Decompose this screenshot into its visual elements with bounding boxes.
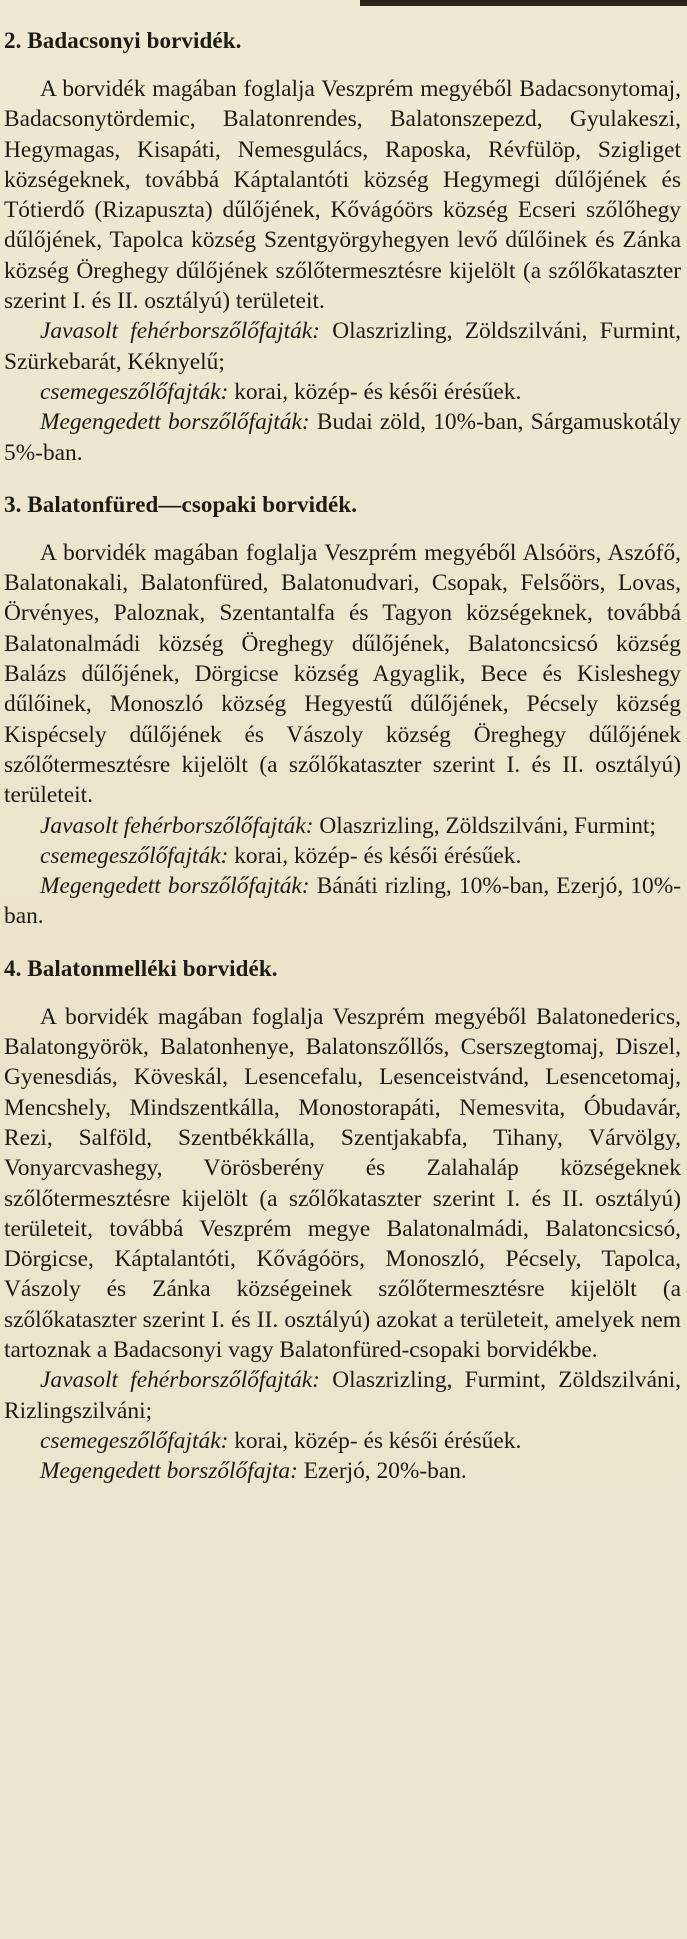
permitted-label: Megengedett borszőlőfajták: (40, 409, 310, 436)
section-heading: 2. Badacsonyi borvidék. (4, 28, 242, 53)
permitted-label: Megengedett borszőlőfajták: (40, 873, 310, 900)
permitted-varieties (4, 871, 681, 932)
permitted-text: Budai zöld, 10%-ban, Sárgamuskotály 5%-ban. (4, 409, 681, 466)
section-balatonmelleki (4, 954, 681, 1487)
table-grape-varieties (4, 841, 681, 871)
recommended-white-varieties (4, 1365, 681, 1426)
recommended-white-text: Olaszrizling, Zöldszilváni, Furmint, Szürkebarát, Kéknyelű; (4, 318, 681, 375)
section-badacsonyi (4, 26, 681, 468)
section-body: A borvidék magában foglalja Veszprém megyéből Balatonederics, Balatongyörök, Balatonhenye, Balatonszőllős, Cserszegtomaj, Diszel, Gyenesdiás, Köveskál, Lesencefalu, Lesenceistvánd, Lesencetomaj, Mencshely, Mindszentkálla, Monostorapáti, Nemesvita, Óbudavár, Rezi, Salföld, Szentbékkálla, Szentjakabfa, Tihany, Várvölgy, Vonyarcvashegy, Vörösberény és Zalahaláp községeknek szőlőtermesztésre kijelölt (a szőlőkataszter szerint I. és II. osztályú) területeit, továbbá Veszprém megye Balatonalmádi, Balatoncsicsó, Dörgicse, Káptalantóti, Kővágóörs, Monoszló, Pécsely, Tapolca, Vászoly és Zánka községeinek szőlőtermesztésre kijelölt (a szőlőkataszter szerint I. és II. osztályú) azokat a területeit, amelyek nem tartoznak a Badacsonyi vagy Balatonfüred-csopaki borvidékbe. (4, 1003, 681, 1363)
section-body: A borvidék magában foglalja Veszprém megyéből Alsóörs, Aszófő, Balatonakali, Balatonfüred, Balatonudvari, Csopak, Felsőörs, Lovas, Örvényes, Paloznak, Szentantalfa és Tagyon községeknek, továbbá Balatonalmádi község Öreghegy dűlőjének, Balatoncsicsó község Balázs dűlőjének, Dörgicse község Agyaglik, Bece és Kisleshegy dűlőinek, Monoszló község Hegyestű dűlőjének, Pécsely község Kispécsely dűlőjének és Vászoly község Öreghegy dűlőjének szőlőtermesztésre kijelölt (a szőlőkataszter szerint I. és II. osztályú) területeit. (4, 539, 681, 809)
recommended-white-label: Javasolt fehérborszőlőfajták: (40, 1367, 320, 1394)
recommended-white-varieties (4, 316, 681, 377)
recommended-white-text: Olaszrizling, Zöldszilváni, Furmint; (319, 812, 656, 839)
recommended-white-label: Javasolt fehérborszőlőfajták: (40, 812, 314, 839)
table-grape-label: csemegeszőlőfajták: (40, 1427, 229, 1454)
permitted-varieties (4, 1456, 681, 1486)
recommended-white-text: Olaszrizling, Furmint, Zöldszilváni, Rizlingszilváni; (4, 1367, 681, 1424)
permitted-varieties (4, 407, 681, 468)
table-grape-label: csemegeszőlőfajták: (40, 378, 229, 405)
section-body: A borvidék magában foglalja Veszprém megyéből Badacsonytomaj, Badacsonytördemic, Balatonrendes, Balatonszepezd, Gyulakeszi, Hegymagas, Kisapáti, Nemesgulács, Raposka, Révfülöp, Szigliget községeknek, továbbá Káptalantóti község Hegymegi dűlőjének és Tótierdő (Rizapuszta) dűlőjének, Kővágóörs község Ecseri szőlőhegy dűlőjének, Tapolca község Szentgyörgyhegyen levő dűlőinek és Zánka község Öreghegy dűlőjének szőlőtermesztésre kijelölt (a szőlőkataszter szerint I. és II. osztályú) területeit. (4, 76, 681, 315)
table-grape-varieties (4, 377, 681, 407)
table-grape-text: korai, közép- és késői érésűek. (234, 842, 522, 869)
table-grape-label: csemegeszőlőfajták: (40, 842, 229, 869)
table-grape-varieties (4, 1426, 681, 1456)
permitted-text: Bánáti rizling, 10%-ban, Ezerjó, 10%-ban. (4, 873, 681, 930)
top-rule (360, 0, 687, 6)
section-heading: 4. Balatonmelléki borvidék. (4, 955, 278, 981)
permitted-text: Ezerjó, 20%-ban. (303, 1458, 467, 1485)
table-grape-text: korai, közép- és késői érésűek. (234, 378, 522, 405)
permitted-label: Megengedett borszőlőfajta: (40, 1458, 298, 1485)
section-heading: 3. Balatonfüred—csopaki borvidék. (4, 491, 358, 517)
table-grape-text: korai, közép- és késői érésűek. (234, 1427, 522, 1454)
section-balatonfured-csopaki (4, 490, 681, 932)
recommended-white-label: Javasolt fehérborszőlőfajták: (40, 318, 320, 345)
recommended-white-varieties (4, 811, 681, 841)
